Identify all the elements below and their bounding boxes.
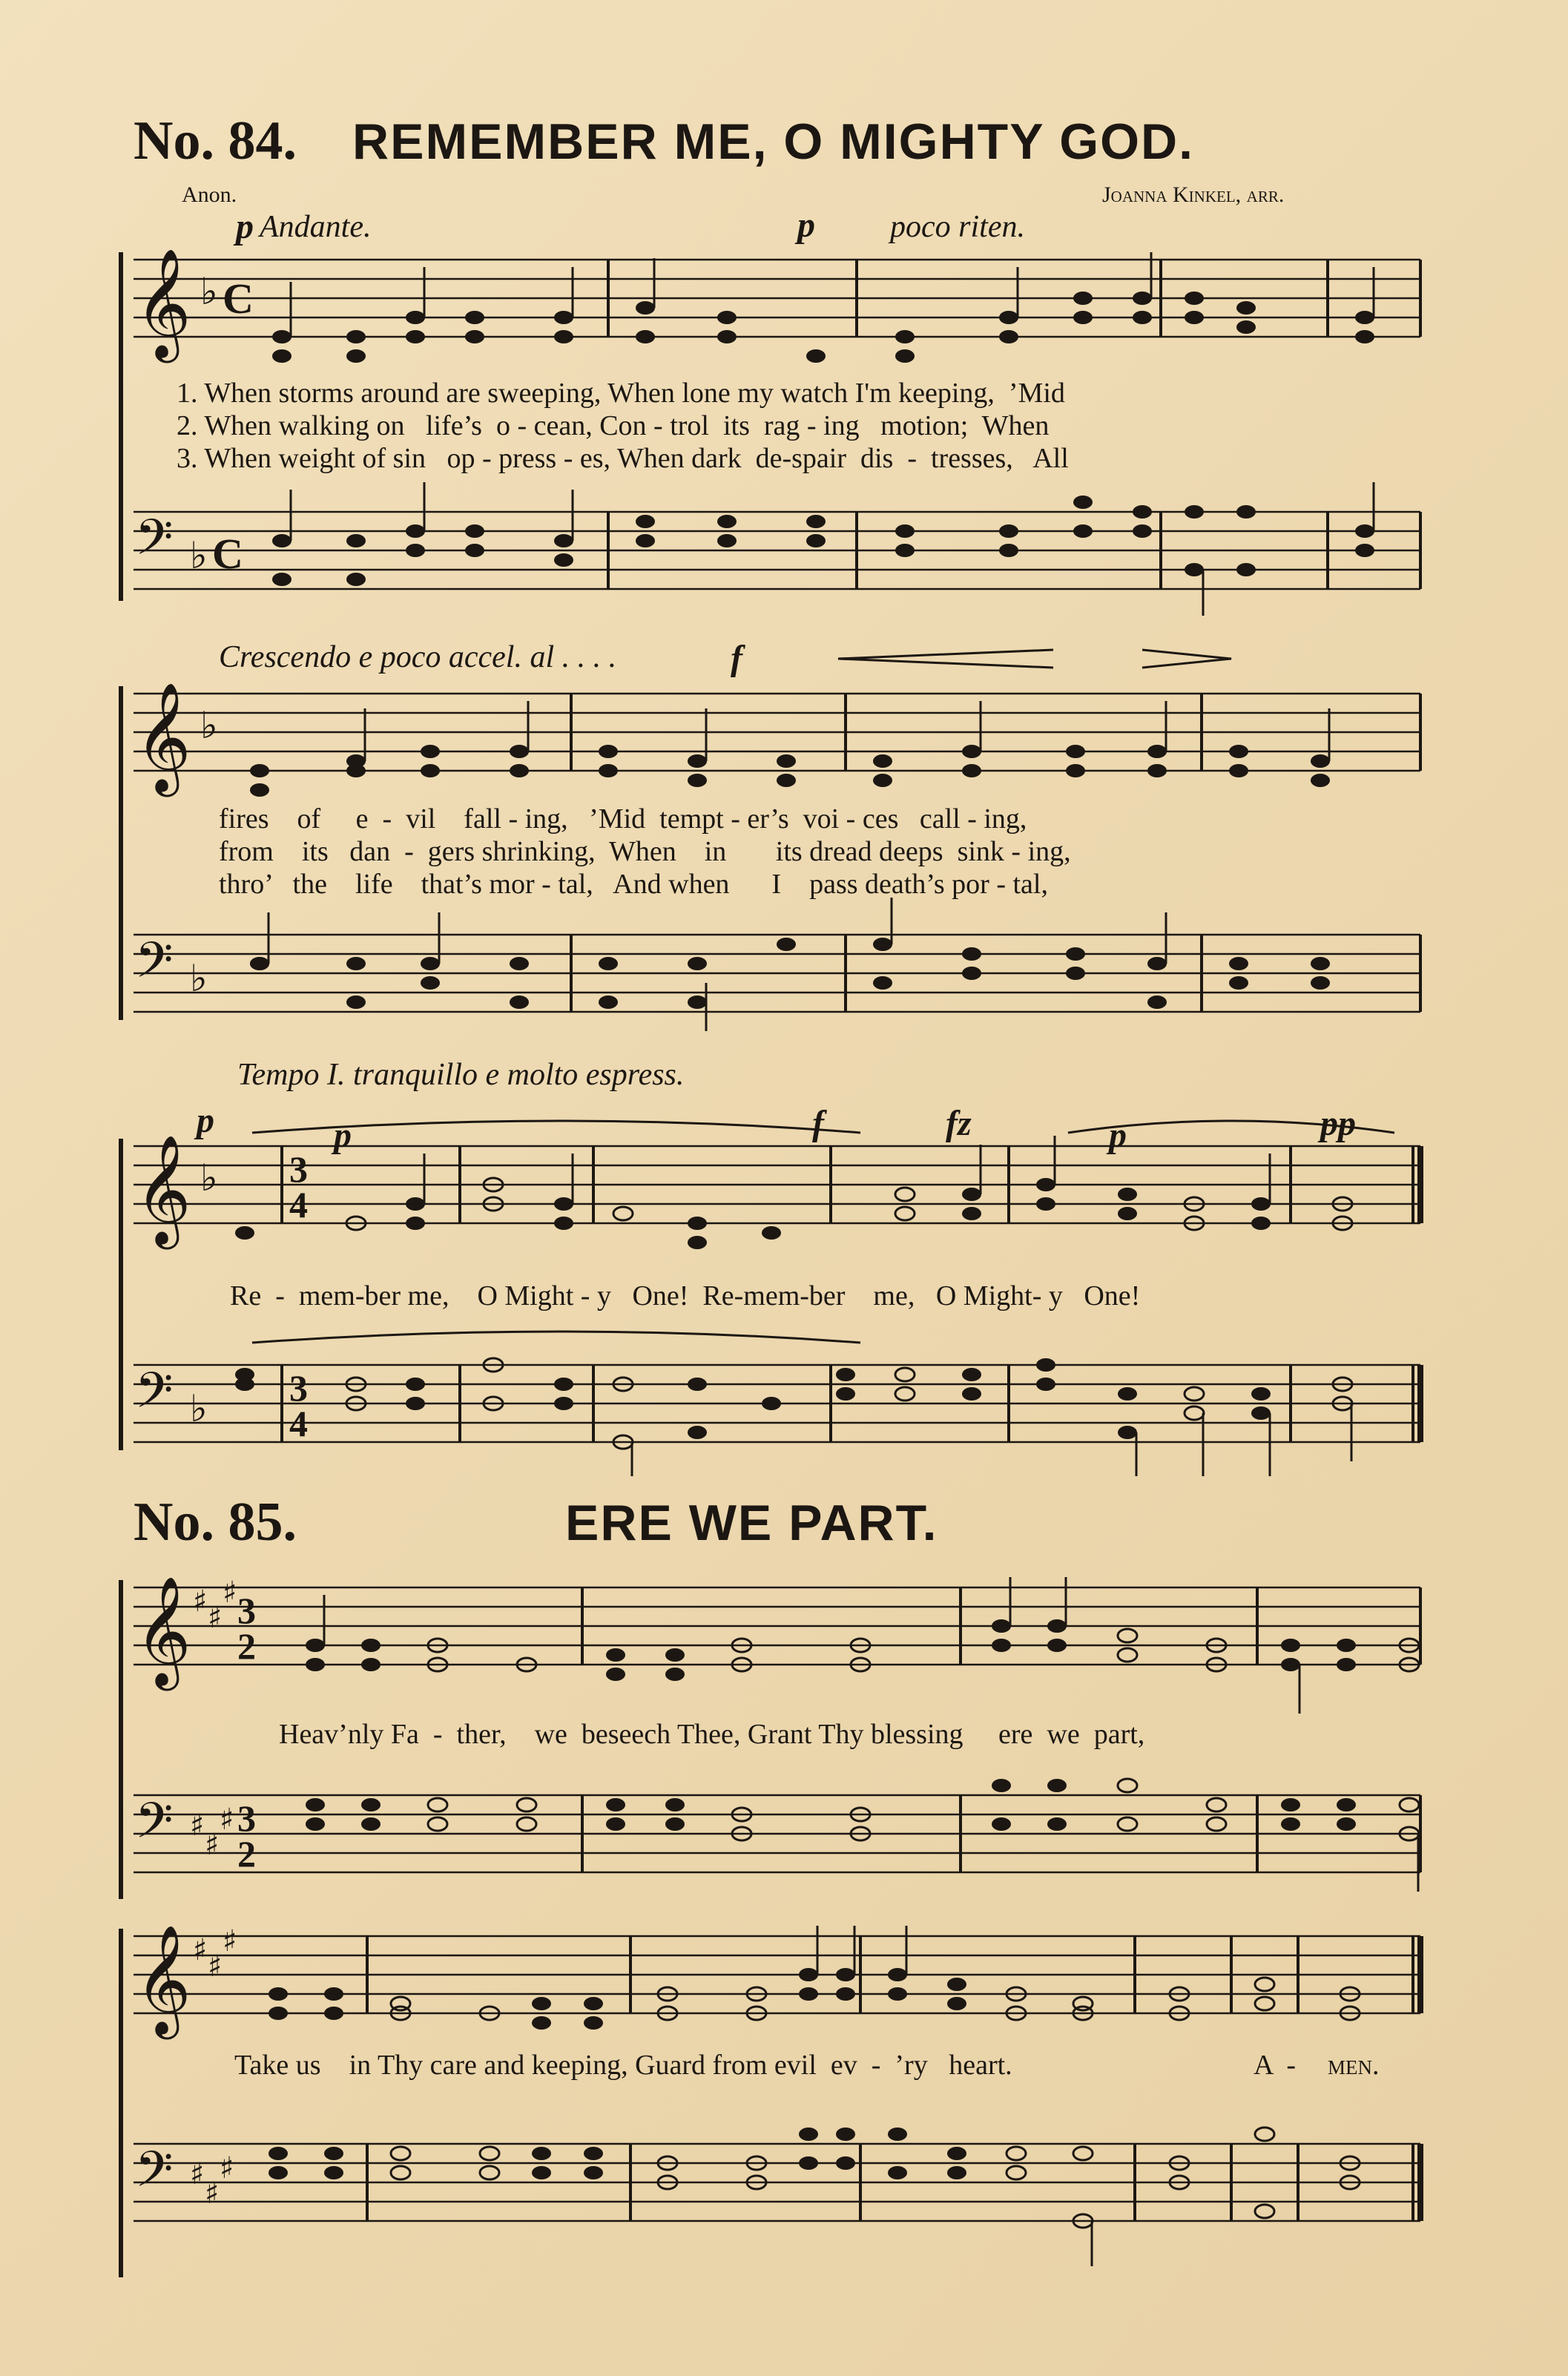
svg-text:♯: ♯ [220,1803,234,1837]
verse-1-line-1: 1. When storms around are sweeping, When lone my watch I'm keeping, ’Mid [177,378,1065,409]
svg-text:4: 4 [289,1403,308,1444]
svg-text:3: 3 [289,1148,308,1190]
bass-staff [119,2136,1424,2240]
svg-text:𝄞: 𝄞 [135,1924,191,2035]
svg-text:𝄢: 𝄢 [135,1792,174,1861]
svg-text:♯: ♯ [220,2151,234,2185]
verse-3-line-1: 3. When weight of sin op - press - es, When dark de-spair dis - tresses, All [177,443,1069,474]
dynamic-mark: p [334,1116,352,1155]
svg-text:C: C [212,530,243,578]
svg-text:4: 4 [289,1184,308,1225]
svg-text:2: 2 [237,1833,256,1875]
svg-text:𝄢: 𝄢 [135,509,174,578]
verse-2-line-1: 2. When walking on life’s o - cean, Con - trol its rag - ing motion; When [177,410,1050,441]
tempo-marking: Crescendo e poco accel. al . . . . [219,640,617,674]
dynamic-mark: p [1109,1116,1127,1155]
verse-2-line-2: from its dan - gers shrinking, When in its dread deeps sink - ing, [219,836,1071,867]
svg-text:𝄞: 𝄞 [135,248,191,358]
svg-text:3: 3 [289,1367,308,1409]
crescendo-hairpin [831,645,1246,675]
svg-text:♯: ♯ [208,1601,223,1635]
svg-text:♭: ♭ [200,270,218,313]
svg-text:♭: ♭ [190,1387,208,1430]
svg-text:♯: ♯ [205,1828,220,1862]
dynamic-mark: p [197,1101,214,1140]
svg-text:♭: ♭ [200,704,218,747]
dynamic-mark: fz [946,1104,972,1143]
dynamic-mark: f [812,1104,824,1143]
bass-staff [119,1788,1424,1892]
amen-lyric-b [1328,2049,1380,2082]
amen-lyric-b-text: men. [1328,2050,1380,2081]
svg-text:𝄞: 𝄞 [135,682,191,792]
hymn-84-music-credit: Joanna Kinkel, arr. [1102,182,1285,207]
treble-staff [119,1924,1424,2035]
svg-text:♭: ♭ [190,957,208,1000]
bass-staff [119,927,1424,1031]
dynamic-mark: pp [1320,1104,1356,1143]
svg-text:♭: ♭ [190,534,208,577]
dynamic-mark: f [731,639,742,678]
hymn-84-number: No. 84. [134,111,297,171]
tempo-marking: poco riten. [890,210,1025,244]
svg-text:2: 2 [237,1625,256,1667]
verse-3-line-2: thro’ the life that’s mor - tal, And when I pass death’s por - tal, [219,869,1048,900]
amen-lyric-a: A - [1254,2050,1296,2081]
dynamic-mark: p [797,205,815,245]
svg-text:3: 3 [237,1590,256,1631]
treble-staff [119,1134,1424,1245]
svg-text:𝄢: 𝄢 [135,1362,174,1431]
tempo-marking: Tempo I. tranquillo e molto espress. [237,1058,685,1092]
hymn-85-title: ERE WE PART. [565,1495,938,1551]
svg-text:𝄞: 𝄞 [135,1576,191,1686]
verse-1-line-2: fires of e - vil fall - ing, ’Mid tempt - er’s voi - ces call - ing, [219,803,1027,835]
svg-text:♯: ♯ [190,1809,205,1843]
hymn-85-lyric-line-2: Take us in Thy care and keeping, Guard from evil ev - ’ry heart. [234,2050,1012,2081]
svg-text:3: 3 [237,1797,256,1839]
svg-text:C: C [223,274,254,323]
tempo-marking: Andante. [260,210,372,244]
svg-text:♯: ♯ [190,2157,205,2191]
dynamic-mark: p [236,207,254,246]
svg-text:♯: ♯ [223,1924,237,1958]
svg-text:♯: ♯ [193,1584,208,1619]
svg-text:♯: ♯ [193,1933,208,1967]
svg-text:♯: ♯ [223,1576,237,1610]
svg-text:♯: ♯ [205,2176,220,2211]
svg-text:♯: ♯ [208,1949,223,1984]
svg-text:𝄢: 𝄢 [135,932,174,1001]
svg-text:♭: ♭ [200,1156,218,1199]
hymn-85-number: No. 85. [134,1492,297,1553]
refrain-lyric: Re - mem-ber me, O Might - y One! Re-mem-ber me, O Might- y One! [230,1280,1141,1312]
bass-staff [119,504,1424,608]
treble-staff [119,1576,1424,1686]
treble-staff [119,248,1424,358]
bass-staff [119,1358,1424,1461]
treble-staff [119,682,1424,792]
svg-text:𝄞: 𝄞 [135,1134,191,1245]
hymn-84-title: REMEMBER ME, O MIGHTY GOD. [352,113,1195,170]
hymn-84-words-credit: Anon. [182,182,237,207]
svg-text:𝄢: 𝄢 [135,2141,174,2210]
hymn-85-lyric-line-1: Heav’nly Fa - ther, we beseech Thee, Grant Thy blessing ere we part, [279,1719,1145,1750]
